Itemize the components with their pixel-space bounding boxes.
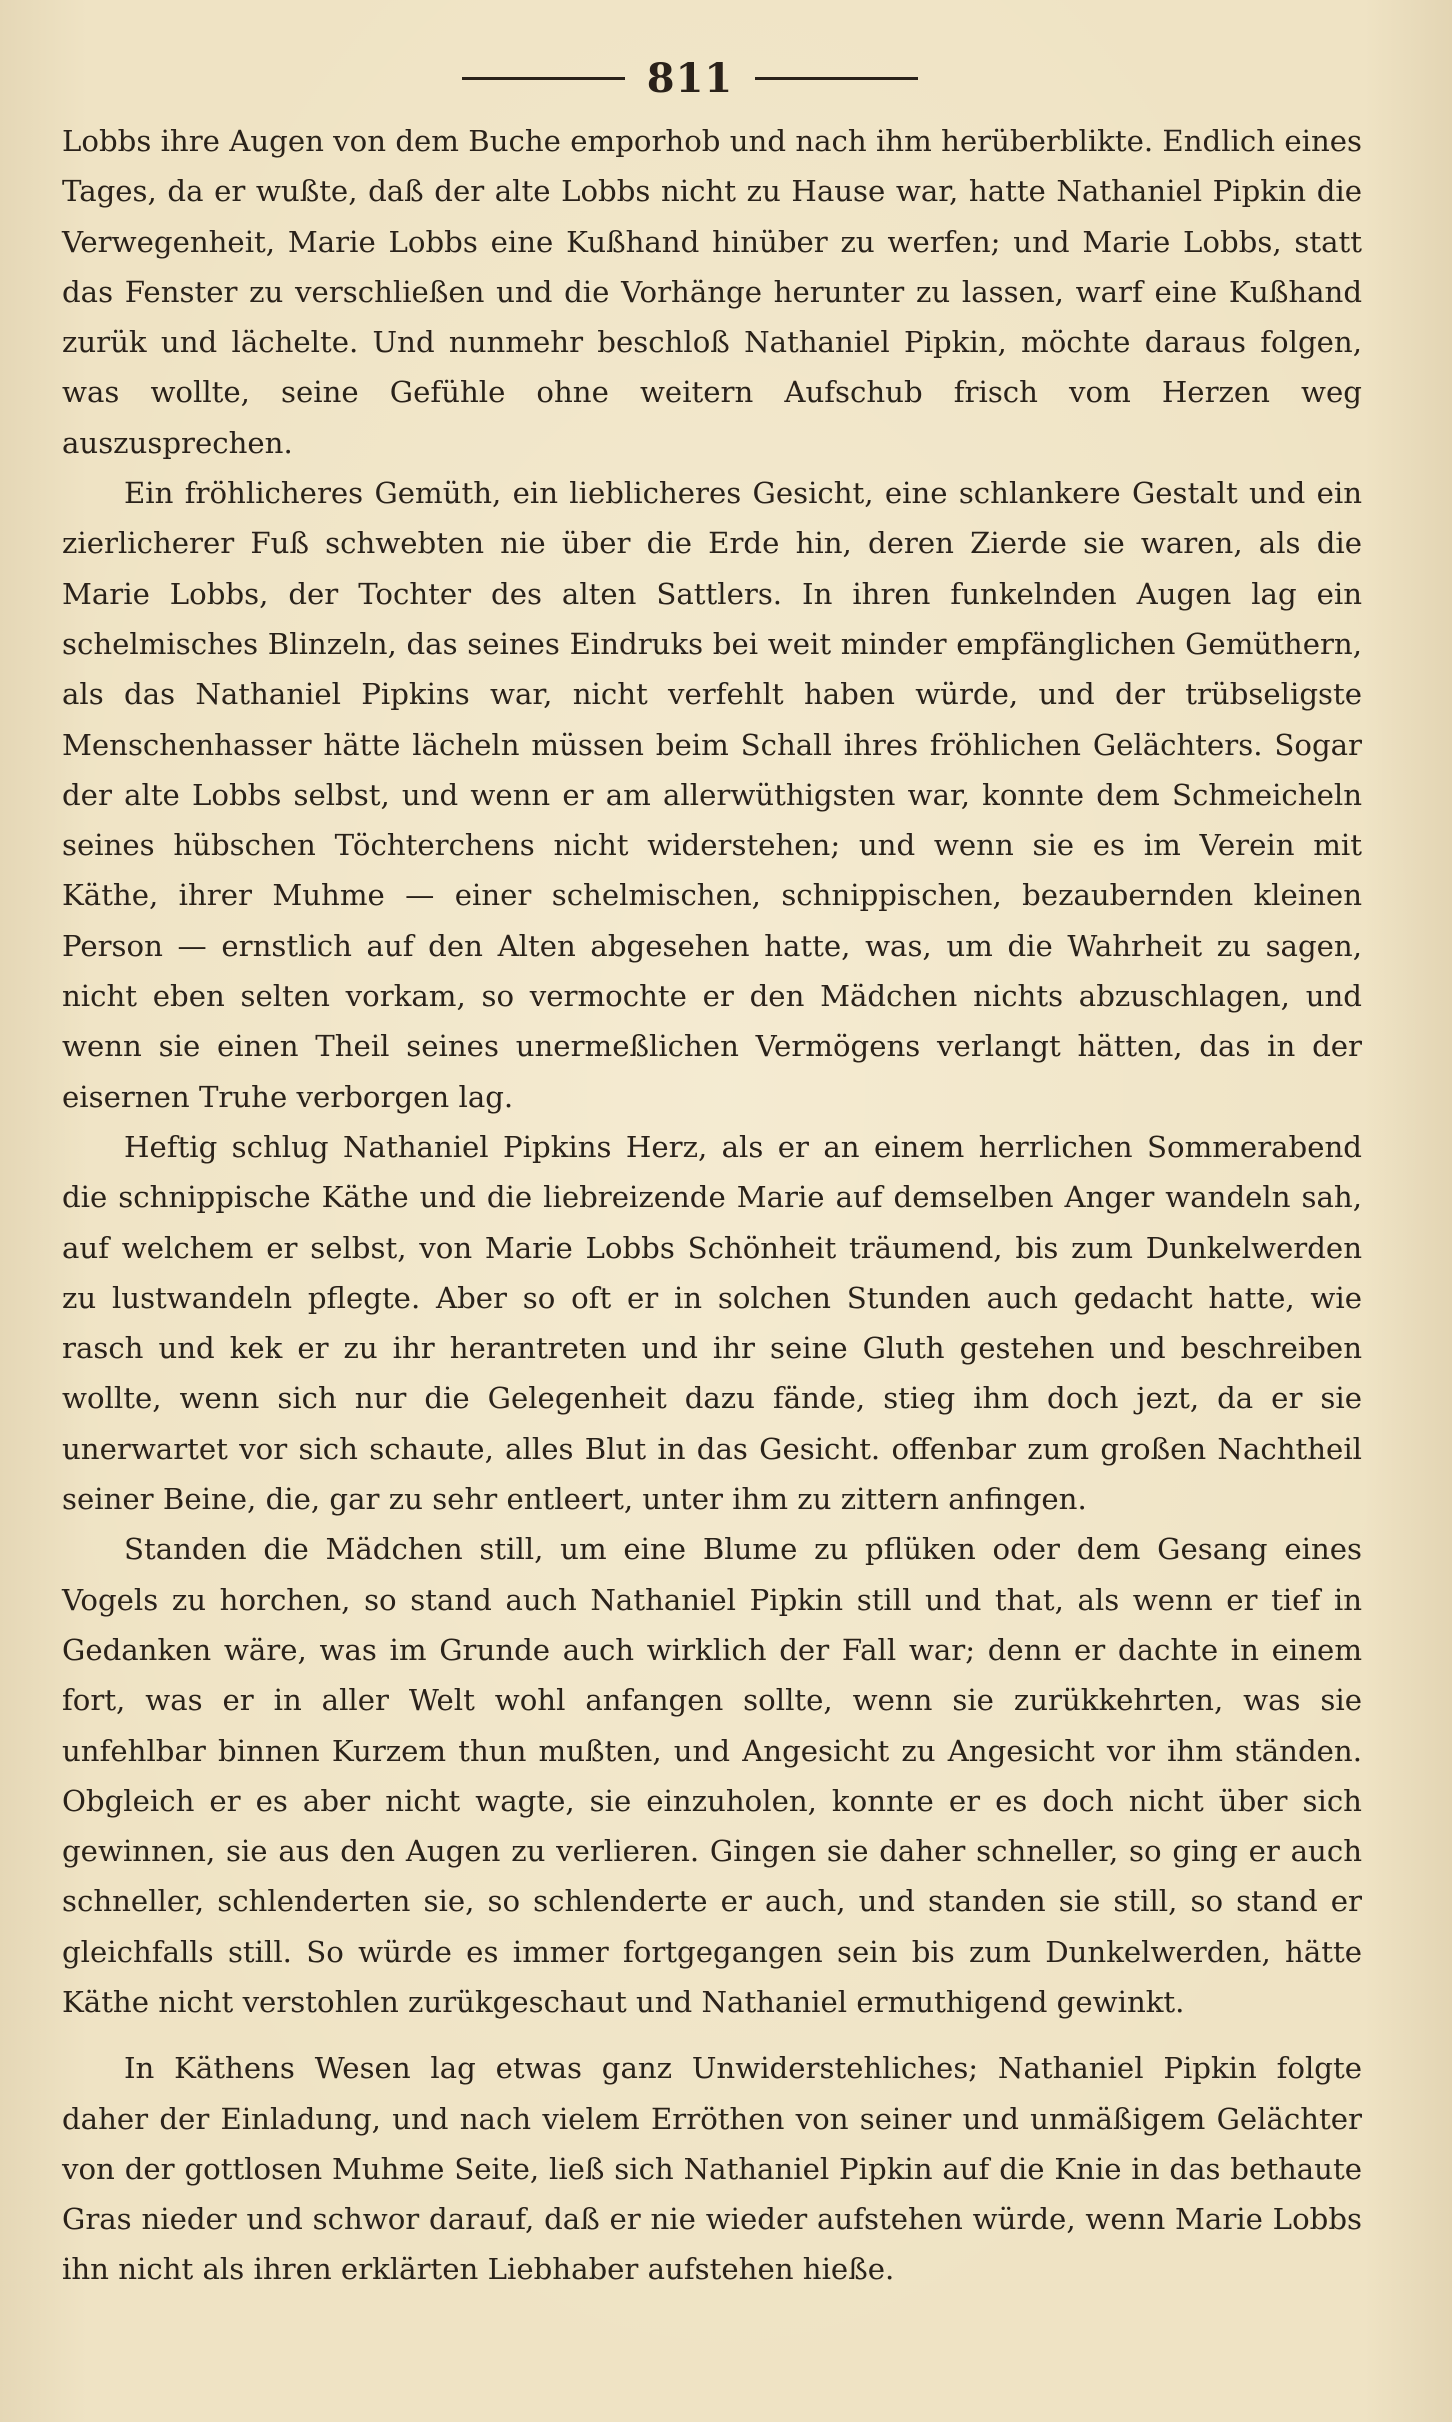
header-rule-left [462,77,625,80]
page-number: 811 [646,54,734,102]
paragraph-2: Ein fröhlicheres Gemüth, ein lieblicheres Gesicht, eine schlankere Gestalt und ein zierlicherer Fuß schwebten nie über die Erde hin, deren Zierde sie waren, als die Marie Lobbs, der Tochter des alten Sattlers. In ihren funkelnden Augen lag ein schelmisches Blinzeln, das seines Eindruks bei weit minder empfänglichen Gemüthern, als das Nathaniel Pipkins war, nicht verfehlt haben würde, und der trübseligste Menschenhasser hätte lächeln müssen beim Schall ihres fröhlichen Gelächters. Sogar der alte Lobbs selbst, und wenn er am allerwüthigsten war, konnte dem Schmeicheln seines hübschen Töchterchens nicht widerstehen; und wenn sie es im Verein mit Käthe, ihrer Muhme — einer schelmischen, schnippischen, bezaubernden kleinen Person — ernstlich auf den Alten abgesehen hatte, was, um die Wahrheit zu sagen, nicht eben selten vorkam, so vermochte er den Mädchen nichts abzuschlagen, und wenn sie einen Theil seines unermeßlichen Vermögens verlangt hätten, das in der eisernen Truhe verborgen lag. [62,476,1362,1114]
paragraph-3: Heftig schlug Nathaniel Pipkins Herz, als er an einem herrlichen Sommerabend die schnippische Käthe und die liebreizende Marie auf demselben Anger wandeln sah, auf welchem er selbst, von Marie Lobbs Schönheit träumend, bis zum Dunkelwerden zu lustwandeln pflegte. Aber so oft er in solchen Stunden auch gedacht hatte, wie rasch und kek er zu ihr herantreten und ihr seine Gluth gestehen und beschreiben wollte, wenn sich nur die Gelegenheit dazu fände, stieg ihm doch jezt, da er sie unerwartet vor sich schaute, alles Blut in das Gesicht. offenbar zum großen Nachtheil seiner Beine, die, gar zu sehr entleert, unter ihm zu zittern anfingen. [62,1129,1362,1517]
header-rule-right [755,77,918,80]
paragraph-4: Standen die Mädchen still, um eine Blume zu pflüken oder dem Gesang eines Vogels zu horchen, so stand auch Nathaniel Pipkin still und that, als wenn er tief in Gedanken wäre, was im Grunde auch wirklich der Fall war; denn er dachte in einem fort, was er in aller Welt wohl anfangen sollte, wenn sie zurükkehrten, was sie unfehlbar binnen Kurzem thun mußten, und Angesicht zu Angesicht vor ihm ständen. Obgleich er es aber nicht wagte, sie einzuholen, konnte er es doch nicht über sich gewinnen, sie aus den Augen zu verlieren. Gingen sie daher schneller, so ging er auch schneller, schlenderten sie, so schlenderte er auch, und standen sie still, so stand er gleichfalls still. So würde es immer fortgegangen sein bis zum Dunkelwerden, hätte Käthe nicht verstohlen zurükgeschaut und Nathaniel ermuthigend gewinkt. [62,1532,1362,2019]
page-header [440,48,940,108]
paragraph-1: Lobbs ihre Augen von dem Buche emporhob und nach ihm herüberblikte. Endlich eines Tages, da er wußte, daß der alte Lobbs nicht zu Hause war, hatte Nathaniel Pipkin die Verwegenheit, Marie Lobbs eine Kußhand hinüber zu werfen; und Marie Lobbs, statt das Fenster zu verschließen und die Vorhänge herunter zu lassen, warf eine Kußhand zurük und lächelte. Und nunmehr beschloß Nathaniel Pipkin, möchte daraus folgen, was wollte, seine Gefühle ohne weitern Aufschub frisch vom Herzen weg auszusprechen. [62,124,1362,460]
paragraph-5: In Käthens Wesen lag etwas ganz Unwiderstehliches; Nathaniel Pipkin folgte daher der Einladung, und nach vielem Erröthen von seiner und unmäßigem Gelächter von der gottlosen Muhme Seite, ließ sich Nathaniel Pipkin auf die Knie in das bethaute Gras nieder und schwor darauf, daß er nie wieder aufstehen würde, wenn Marie Lobbs ihn nicht als ihren erklärten Liebhaber aufstehen hieße. [62,2051,1362,2287]
body-text [62,116,1362,2295]
